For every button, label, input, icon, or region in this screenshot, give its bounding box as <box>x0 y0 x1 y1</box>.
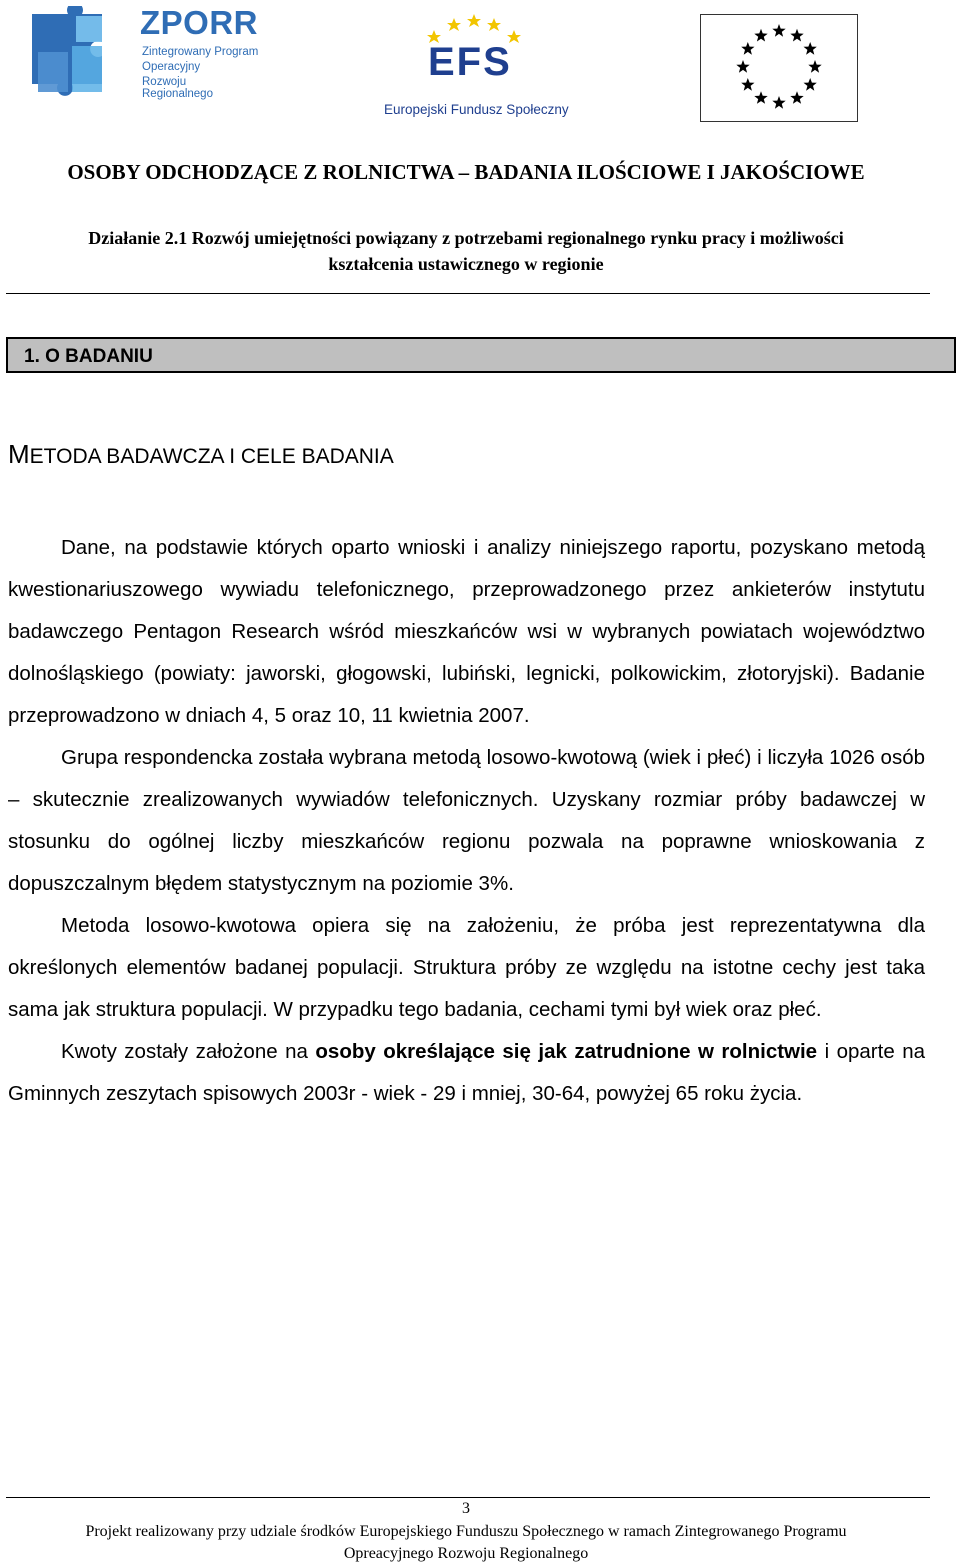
eu-star-icon <box>790 29 803 42</box>
footer-line-2: Opreacyjnego Rozwoju Regionalnego <box>343 1545 589 1562</box>
subheading <box>8 440 394 471</box>
paragraph-4-bold: osoby określające się jak zatrudnione w rolnictwie <box>315 1040 818 1063</box>
zporr-name: ZPORR <box>140 4 258 41</box>
subtitle-line-2: kształcenia ustawicznego w regionie <box>328 254 604 274</box>
header-divider <box>6 293 930 294</box>
eu-star-icon <box>741 78 754 91</box>
zporr-line3: Rozwoju Regionalnego <box>142 76 213 100</box>
eu-star-icon <box>790 91 803 104</box>
eu-star-icon <box>754 29 767 42</box>
document-subtitle <box>0 225 932 277</box>
footer-divider <box>6 1497 930 1498</box>
subheading-initial: M <box>8 439 30 469</box>
eu-star-icon <box>736 60 749 73</box>
efs-logo <box>384 10 569 122</box>
eu-star-icon <box>808 60 821 73</box>
page-number: 3 <box>462 1500 470 1517</box>
eu-star-icon <box>754 91 767 104</box>
body-text <box>8 527 925 1115</box>
eu-stars-icon <box>701 15 857 121</box>
eu-flag <box>700 14 858 122</box>
paragraph-1: Dane, na podstawie których oparto wnioski i analizy niniejszego raportu, pozyskano metodą kwestionariuszowego wywiadu telefonicznego, przeprowadzonego przez ankieterów instytutu badawczego Pentagon Research wśród mieszkańców wsi w wybranych powiatach województwo dolnośląskiego (powiaty: jaworski, głogowski, lubiński, legnicki, polkowickim, złotoryjski). Badanie przeprowadzono w dniach 4, 5 oraz 10, 11 kwietnia 2007. <box>8 536 925 727</box>
subtitle-line-1: Działanie 2.1 Rozwój umiejętności powiązany z potrzebami regionalnego rynku pracy i możliwości <box>88 228 844 248</box>
paragraph-2: Grupa respondencka została wybrana metodą losowo-kwotową (wiek i płeć) i liczyła 1026 osób – skutecznie zrealizowanych wywiadów telefonicznych. Uzyskany rozmiar próby badawczej w stosunku do ogólnej liczby mieszkańców regionu pozwala na poprawne wnioskowania z dopuszczalnym błędem statystycznym na poziomie 3%. <box>8 746 925 895</box>
paragraph-4 <box>8 1031 925 1115</box>
subheading-rest: ETODA BADAWCZA I CELE BADANIA <box>29 445 394 468</box>
paragraph-4-start: Kwoty zostały założone na <box>61 1040 316 1063</box>
efs-name: EFS <box>428 40 512 84</box>
section-heading-bar <box>6 337 956 373</box>
eu-star-icon <box>804 42 817 55</box>
eu-star-icon <box>772 24 785 37</box>
footer-text <box>0 1521 932 1565</box>
efs-caption: Europejski Fundusz Społeczny <box>384 102 569 117</box>
zporr-logo <box>28 6 260 100</box>
eu-star-icon <box>772 96 785 109</box>
section-heading: 1. O BADANIU <box>24 346 153 367</box>
eu-star-icon <box>804 78 817 91</box>
zporr-line2: Operacyjny <box>142 61 201 73</box>
zporr-line1: Zintegrowany Program <box>142 46 259 58</box>
footer-line-1: Projekt realizowany przy udziale środków Europejskiego Funduszu Społecznego w ramach Zintegrowanego Programu <box>85 1523 847 1540</box>
paragraph-3: Metoda losowo-kwotowa opiera się na założeniu, że próba jest reprezentatywna dla określonych elementów badanej populacji. Struktura próby ze względu na istotne cechy jest taka sama jak struktura populacji. W przypadku tego badania, cechami tymi był wiek oraz płeć. <box>8 914 925 1021</box>
eu-star-icon <box>741 42 754 55</box>
document-title: OSOBY ODCHODZĄCE Z ROLNICTWA – BADANIA ILOŚCIOWE I JAKOŚCIOWE <box>67 160 865 184</box>
paragraph-4-end: i oparte na Gminnych zeszytach spisowych 2003r - wiek - 29 i mniej, 30-64, powyżej 65 roku życia. <box>8 1040 925 1105</box>
